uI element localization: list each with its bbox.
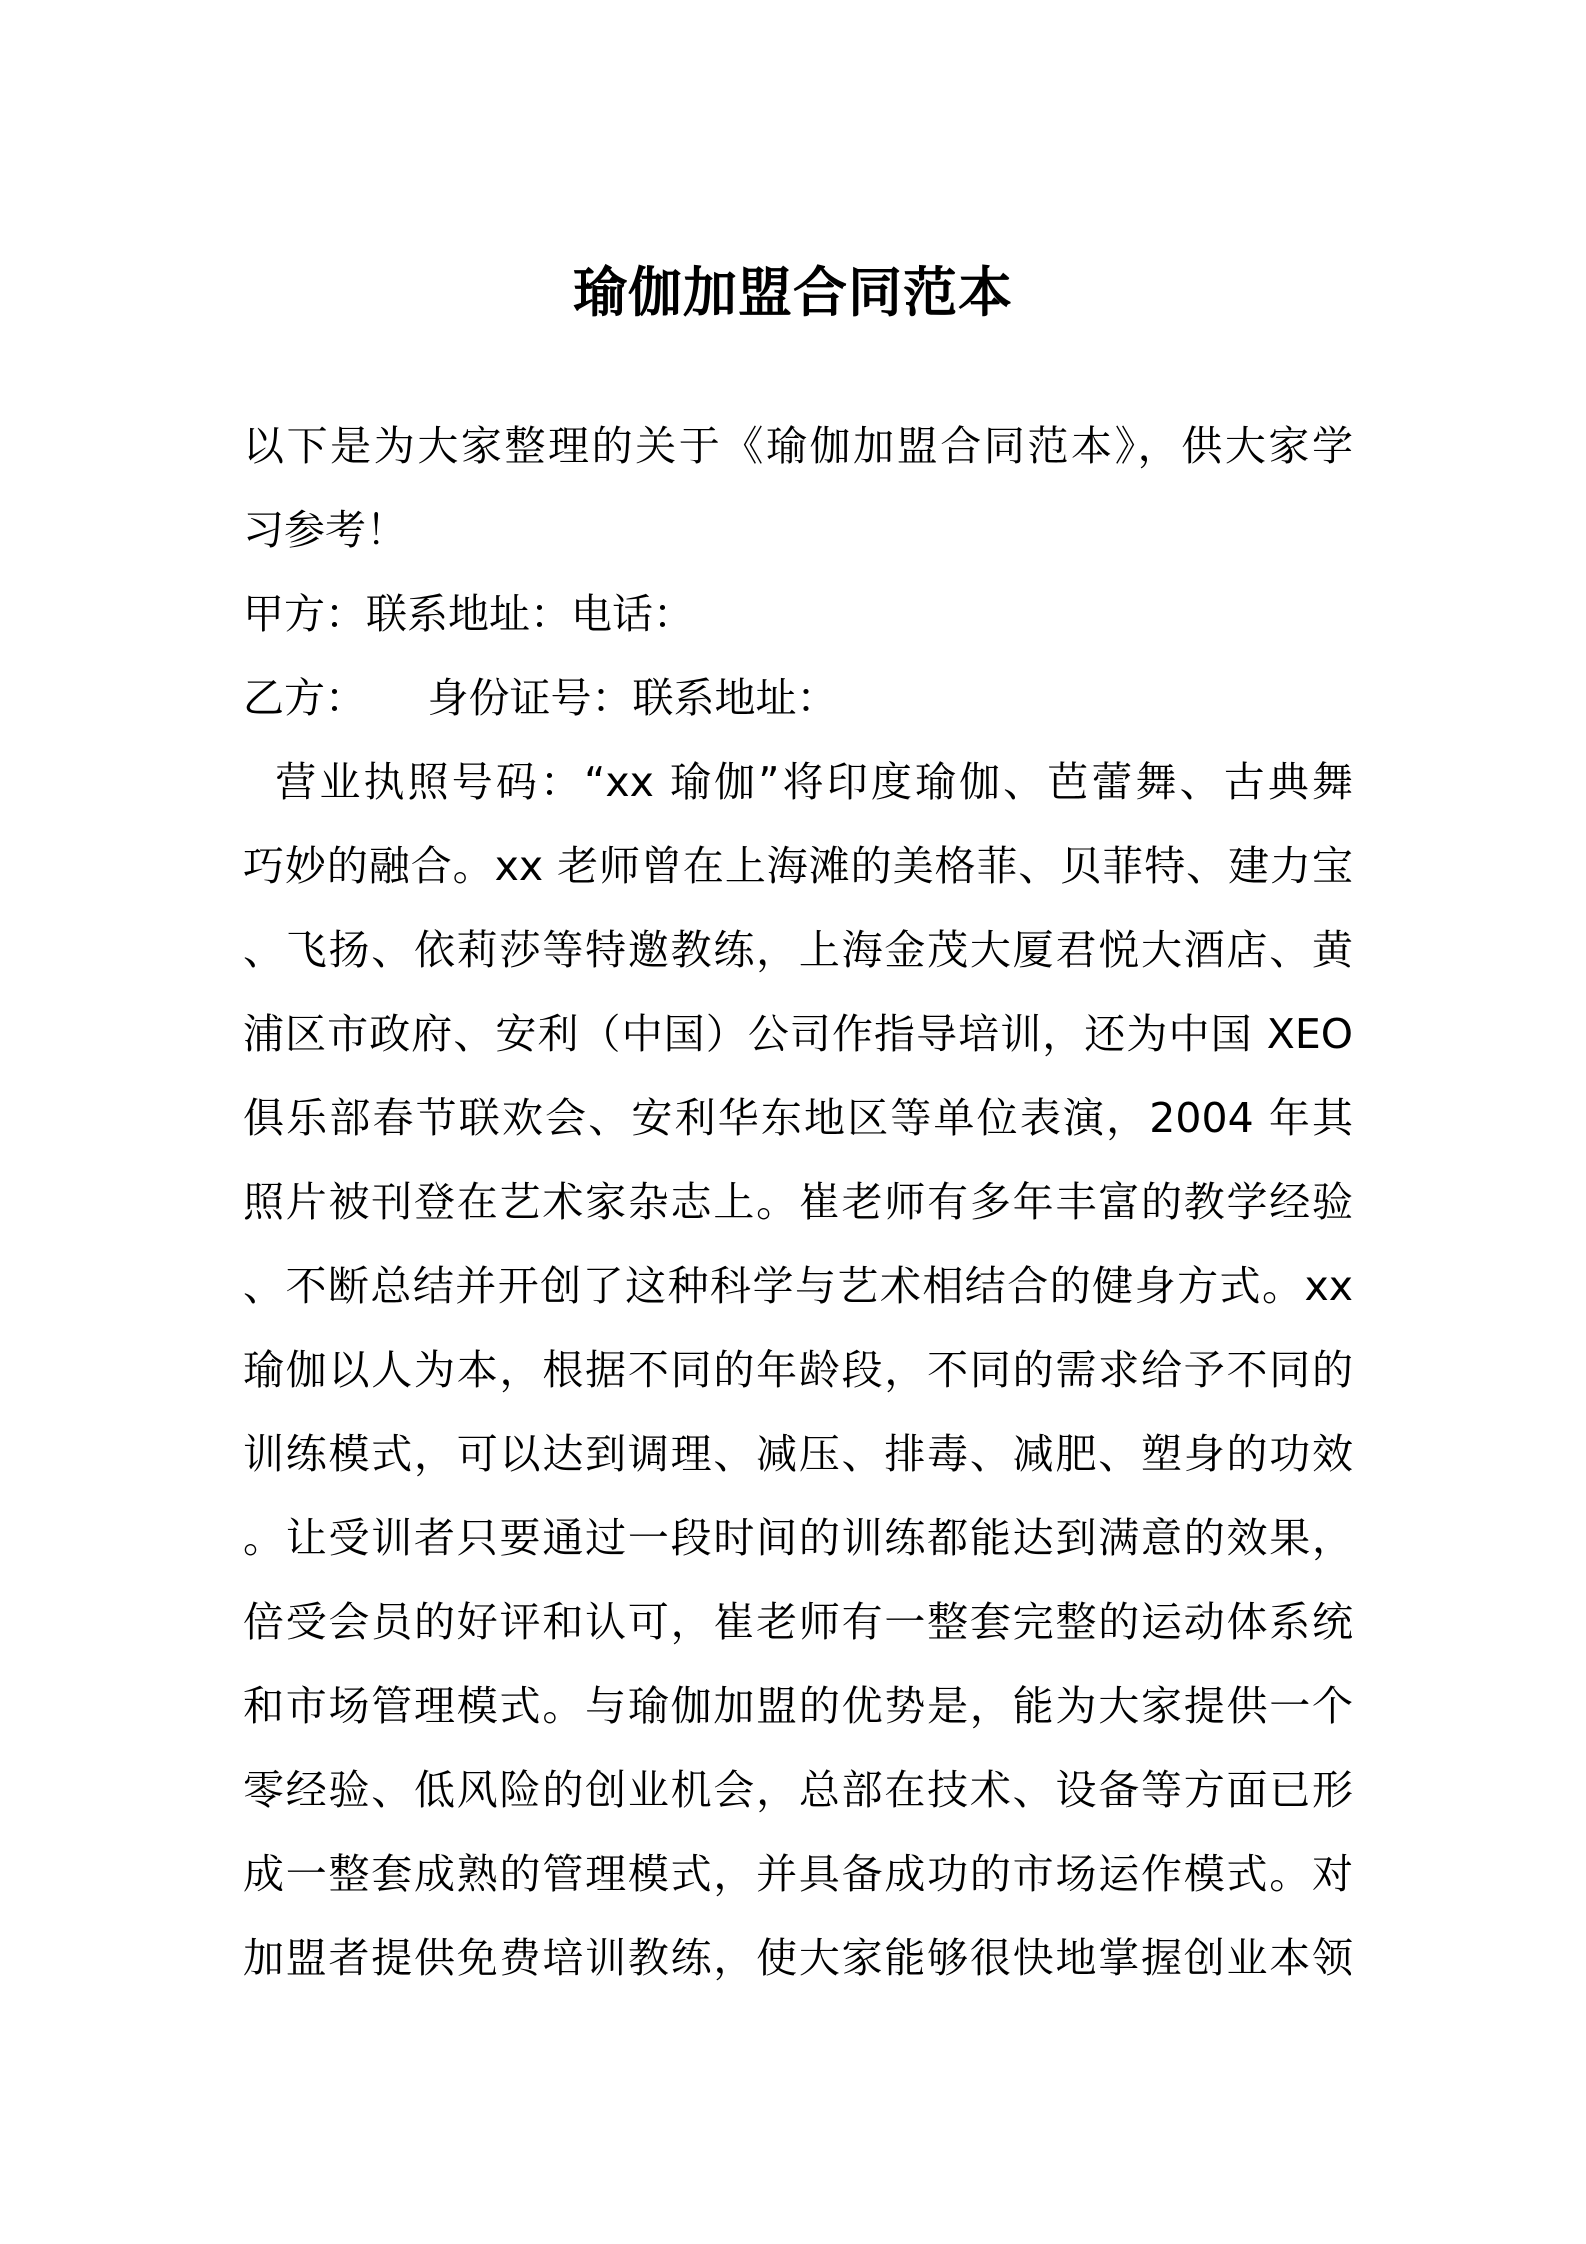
body-line: 浦区市政府、安利（中国）公司作指导培训，还为中国 XEO [243,1010,1353,1058]
body-line: 习参考！ [243,506,407,554]
body-line: 成一整套成熟的管理模式，并具备成功的市场运作模式。对 [243,1850,1353,1898]
body-line: 俱乐部春节联欢会、安利华东地区等单位表演，2004 年其 [243,1094,1353,1142]
body-line: 倍受会员的好评和认可，崔老师有一整套完整的运动体系统 [243,1598,1353,1646]
body-line: 、飞扬、依莉莎等特邀教练，上海金茂大厦君悦大酒店、黄 [243,926,1353,974]
body-line: 训练模式，可以达到调理、减压、排毒、减肥、塑身的功效 [243,1430,1353,1478]
body-line: 瑜伽以人为本，根据不同的年龄段，不同的需求给予不同的 [243,1346,1353,1394]
party-a-line: 甲方：联系地址：电话： [243,590,694,638]
body-line: 。让受训者只要通过一段时间的训练都能达到满意的效果， [243,1514,1353,1562]
document-title: 瑜伽加盟合同范本 [573,261,1013,324]
party-b-line: 乙方： 身份证号：联系地址： [243,674,838,722]
body-line: 以下是为大家整理的关于《瑜伽加盟合同范本》，供大家学 [243,422,1353,470]
body-line: 巧妙的融合。xx 老师曾在上海滩的美格菲、贝菲特、建力宝 [243,842,1353,890]
body-line: 零经验、低风险的创业机会，总部在技术、设备等方面已形 [243,1766,1353,1814]
body-line: 加盟者提供免费培训教练，使大家能够很快地掌握创业本领 [243,1934,1353,1982]
body-line: 照片被刊登在艺术家杂志上。崔老师有多年丰富的教学经验 [243,1178,1353,1226]
body-line: 营业执照号码：“xx 瑜伽”将印度瑜伽、芭蕾舞、古典舞 [243,758,1353,806]
body-line: 和市场管理模式。与瑜伽加盟的优势是，能为大家提供一个 [243,1682,1353,1730]
document-body [243,404,1353,2000]
body-line: 、不断总结并开创了这种科学与艺术相结合的健身方式。xx [243,1262,1353,1310]
